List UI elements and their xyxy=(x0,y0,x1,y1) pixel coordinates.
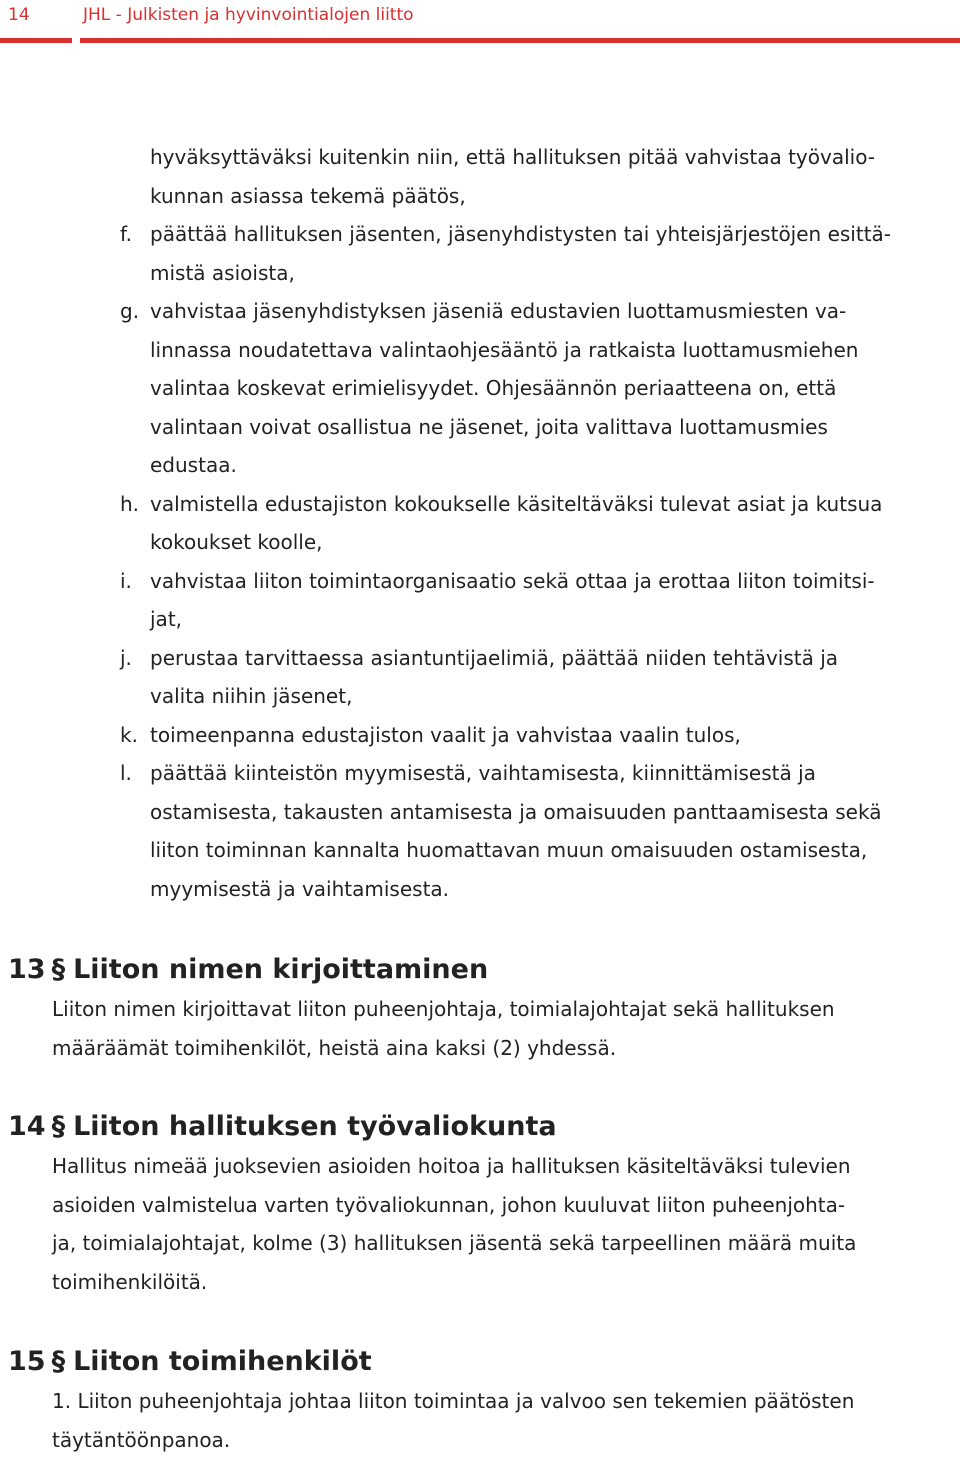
section-title: Liiton nimen kirjoittaminen xyxy=(73,954,489,985)
header-rule-right xyxy=(80,38,960,43)
list-item-letter: j. xyxy=(120,645,132,670)
section-heading xyxy=(8,1342,943,1382)
list-item-letter: l. xyxy=(120,761,132,785)
list-item-letter: k. xyxy=(120,722,138,747)
text-line: ostamisesta, takausten antamisesta ja omaisuuden panttaamisesta sekä xyxy=(150,799,882,824)
continuation-paragraph xyxy=(150,138,940,215)
list-item-k xyxy=(0,716,940,755)
text-line: kokoukset koolle, xyxy=(150,530,323,554)
text-line: vahvistaa liiton toimintaorganisaatio sekä ottaa ja erottaa liiton toimitsi- xyxy=(150,568,875,593)
text-line: täytäntöönpanoa. xyxy=(52,1427,231,1452)
text-line: Hallitus nimeää juoksevien asioiden hoitoa ja hallituksen käsiteltäväksi tulevien xyxy=(52,1154,851,1178)
section-symbol: § xyxy=(51,1346,66,1377)
section-number: 14 xyxy=(8,1111,46,1142)
section-13 xyxy=(8,950,943,1067)
text-line: edustaa. xyxy=(150,453,237,477)
section-title: Liiton toimihenkilöt xyxy=(73,1346,372,1377)
text-line: valintaa koskevat erimielisyydet. Ohjesäännön periaatteena on, että xyxy=(150,376,837,400)
text-line: toimihenkilöitä. xyxy=(52,1269,208,1294)
header-rule-left xyxy=(0,38,72,43)
text-line: päättää hallituksen jäsenten, jäsenyhdistysten tai yhteisjärjestöjen esittä- xyxy=(150,222,892,246)
list-item-i xyxy=(0,562,940,639)
text-line: valintaan voivat osallistua ne jäsenet, joita valittava luottamusmies xyxy=(150,414,828,439)
text-line: Liiton nimen kirjoittavat liiton puheenjohtaja, toimialajohtajat sekä hallituksen xyxy=(52,997,835,1021)
text-line: 1. Liiton puheenjohtaja johtaa liiton toimintaa ja valvoo sen tekemien päätösten xyxy=(52,1389,855,1413)
page-header xyxy=(0,0,960,46)
text-line: toimeenpanna edustajiston vaalit ja vahvistaa vaalin tulos, xyxy=(150,722,741,747)
text-line: jat, xyxy=(150,607,183,631)
section-body xyxy=(8,1147,943,1301)
text-line: päättää kiinteistön myymisestä, vaihtamisesta, kiinnittämisestä ja xyxy=(150,761,816,785)
section-body xyxy=(8,990,943,1067)
running-head: JHL - Julkisten ja hyvinvointialojen liitto xyxy=(83,5,414,25)
lettered-list xyxy=(0,215,960,908)
page-number: 14 xyxy=(8,5,30,25)
text-line: valita niihin jäsenet, xyxy=(150,684,353,708)
section-symbol: § xyxy=(51,1111,66,1142)
list-item-j xyxy=(0,639,940,716)
section-title: Liiton hallituksen työvaliokunta xyxy=(73,1111,557,1142)
section-number: 13 xyxy=(8,954,46,985)
text-line: kunnan asiassa tekemä päätös, xyxy=(150,183,466,208)
text-line: mistä asioista, xyxy=(150,260,295,285)
text-line: ja, toimialajohtajat, kolme (3) hallituksen jäsentä sekä tarpeellinen määrä muita xyxy=(52,1231,857,1255)
text-line: liiton toiminnan kannalta huomattavan muun omaisuuden ostamisesta, xyxy=(150,838,868,862)
list-item-h xyxy=(0,485,940,562)
text-line: vahvistaa jäsenyhdistyksen jäseniä edustavien luottamusmiesten va- xyxy=(150,299,847,323)
section-symbol: § xyxy=(51,954,66,985)
list-item-f xyxy=(0,215,940,292)
section-14 xyxy=(8,1107,943,1301)
list-item-letter: f. xyxy=(120,222,132,246)
section-body xyxy=(8,1382,943,1459)
list-item-letter: i. xyxy=(120,568,132,593)
section-heading xyxy=(8,950,943,990)
text-line: perustaa tarvittaessa asiantuntijaelimiä, päättää niiden tehtävistä ja xyxy=(150,645,839,670)
text-line: asioiden valmistelua varten työvaliokunnan, johon kuuluvat liiton puheenjohta- xyxy=(52,1192,846,1217)
text-line: määräämät toimihenkilöt, heistä aina kaksi (2) yhdessä. xyxy=(52,1035,617,1060)
list-item-letter: g. xyxy=(120,299,140,323)
text-line: myymisestä ja vaihtamisesta. xyxy=(150,876,450,901)
list-item-l xyxy=(0,754,940,908)
text-line: linnassa noudatettava valintaohjesääntö ja ratkaista luottamusmiehen xyxy=(150,337,859,362)
text-line: hyväksyttäväksi kuitenkin niin, että hallituksen pitää vahvistaa työvalio- xyxy=(150,145,876,169)
section-heading xyxy=(8,1107,943,1147)
section-number: 15 xyxy=(8,1346,46,1377)
list-item-letter: h. xyxy=(120,491,140,516)
section-15 xyxy=(8,1342,943,1459)
text-line: valmistella edustajiston kokoukselle käsiteltäväksi tulevat asiat ja kutsua xyxy=(150,491,883,516)
list-item-g xyxy=(0,292,940,485)
